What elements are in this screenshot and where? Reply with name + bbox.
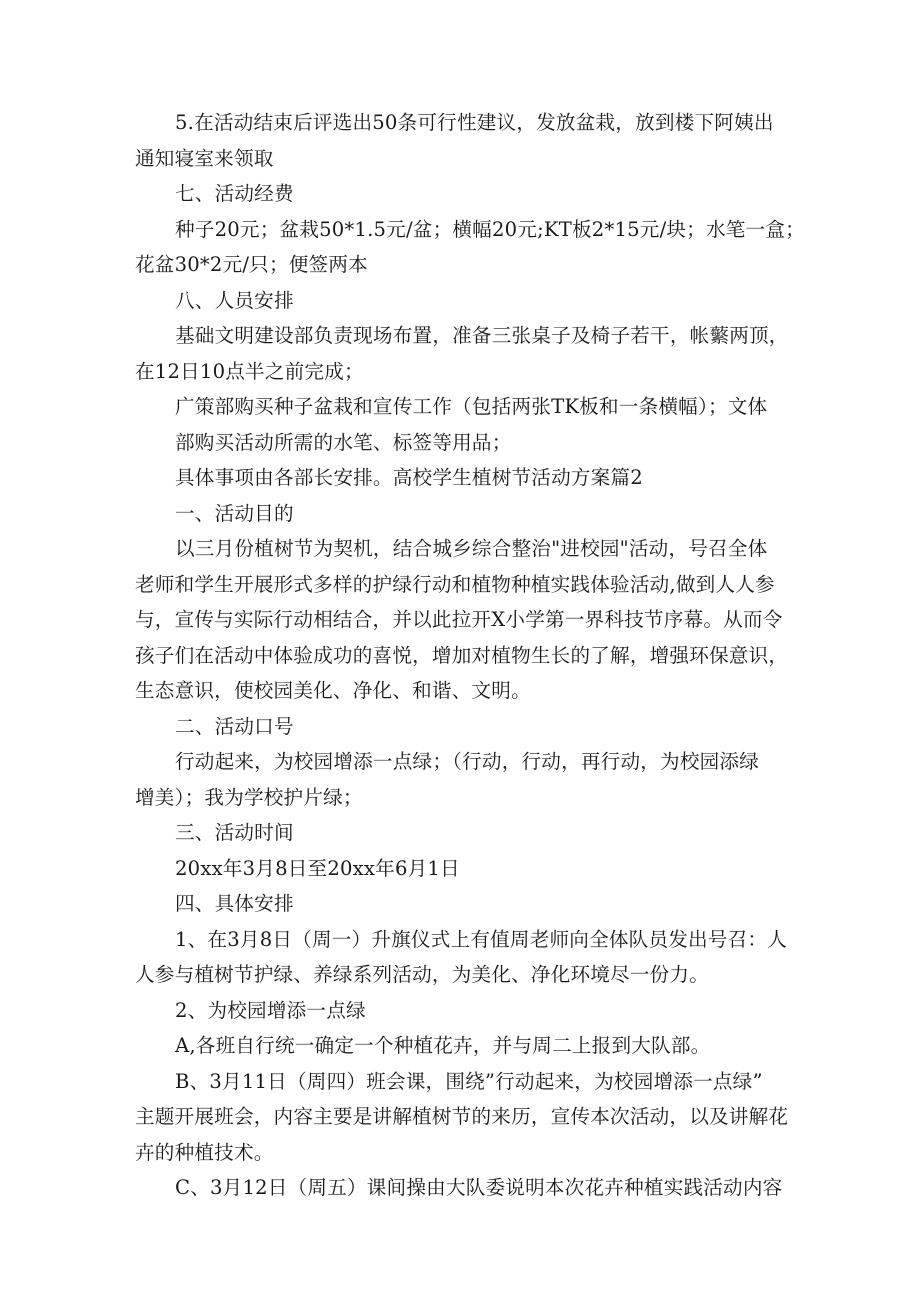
text-line: 基础文明建设部负责现场布置，准备三张桌子及椅子若干，帐蘩两顶， [175,324,789,347]
section-heading: 八、人员安排 [175,288,294,312]
text-line: B、3月11日（周四）班会课，围绕”行动起来，为校园增添一点绿” [175,1069,763,1093]
text-line: 种子20元；盆栽50*1.5元/盆；横幅20元;KT板2*15元/块；水笔一盒； [175,217,805,241]
section-heading: 三、活动时间 [175,821,294,844]
text-line: 通知寝室来领取 [135,146,274,170]
text-line: 广策部购买种子盆栽和宣传工作（包括两张TK板和一条横幅）；文体 [175,395,768,418]
section-heading: 二、活动口号 [175,714,294,738]
text-line: 人参与植树节护绿、养绿系列活动，为美化、净化环境尽一份力。 [135,963,710,986]
text-line: 与，宣传与实际行动相结合，并以此拉开X小学第一界科技节序幕。从而令 [135,608,783,631]
text-line: A,各班自行统一确定一个种植花卉，并与周二上报到大队部。 [175,1034,711,1057]
text-line: 行动起来，为校园增添一点绿；（行动，行动，再行动，为校园添绿 [175,750,760,773]
text-line: 2、为校园增添一点绿 [175,998,366,1022]
text-line: 老师和学生开展形式多样的护绿行动和植物种植实践体验活动,做到人人参 [135,572,775,596]
text-line: 1、在3月8日（周一）升旗仪式上有值周老师向全体队员发出号召：人 [175,927,788,951]
text-line: 20xx年3月8日至20xx年6月1日 [175,856,460,880]
text-line: C、3月12日（周五）课间操由大队委说明本次花卉种植实践活动内容 [175,1176,783,1199]
text-line: 孩子们在活动中体验成功的喜悦，增加对植物生长的了解，增强环保意识， [135,643,789,667]
text-line: 部购买活动所需的水笔、标签等用品； [175,430,512,454]
text-line: 主题开展班会，内容主要是讲解植树节的来历，宣传本次活动，以及讲解花 [135,1105,789,1128]
text-line: 花盆30*2元/只；便签两本 [135,253,368,276]
text-line: 增美）；我为学校护片绿； [135,785,363,809]
section-heading: 一、活动目的 [175,501,294,525]
text-line: 5.在活动结束后评选出50条可行性建议，发放盆栽，放到楼下阿姨出 [175,111,774,134]
text-line: 以三月份植树节为契机，结合城乡综合整治"进校园"活动，号召全体 [175,537,768,560]
section-heading: 七、活动经费 [175,182,294,205]
text-line: 在12日10点半之前完成； [135,359,364,383]
text-line: 生态意识，使校园美化、净化、和谐、文明。 [135,679,531,702]
text-line: 具体事项由各部长安排。高校学生植树节活动方案篇2 [175,466,643,489]
document-body [135,105,805,1206]
text-line: 卉的种植技术。 [135,1140,274,1164]
section-heading: 四、具体安排 [175,892,294,915]
